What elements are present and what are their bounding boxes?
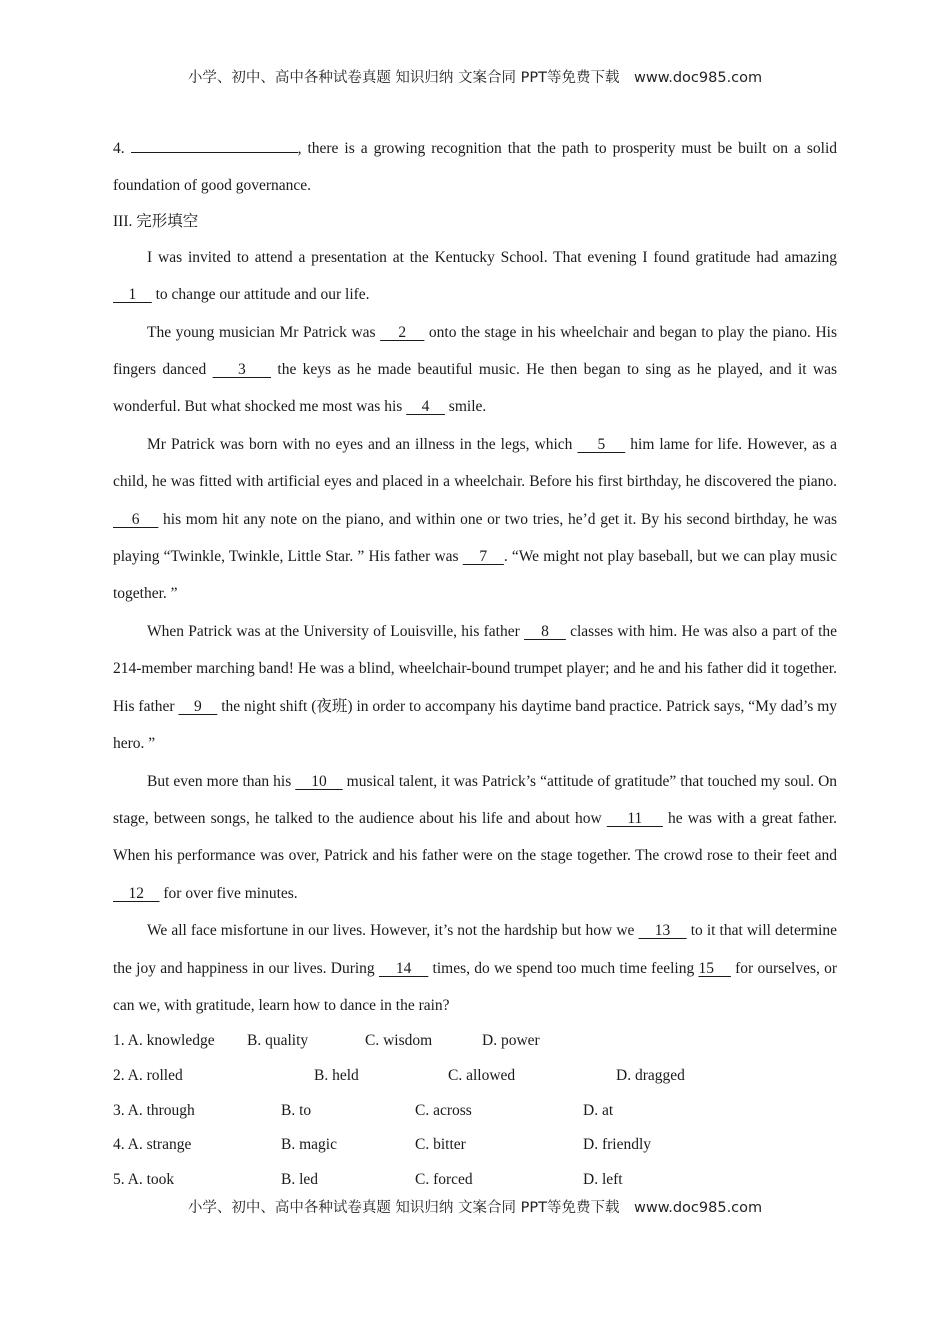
option-d: D. friendly	[583, 1136, 652, 1154]
option-c: C. bitter	[415, 1136, 466, 1154]
blank-6: 6	[113, 510, 159, 528]
blank-14: 14	[378, 959, 429, 977]
blank-7: 7	[462, 548, 504, 566]
blank-13: 13	[638, 922, 687, 940]
passage-text: to change our attitude and our life.	[151, 286, 370, 304]
section-title: III. 完形填空	[113, 212, 199, 230]
option-a: 2. A. rolled	[113, 1067, 183, 1085]
passage-text: him lame for life. However, as a child, he was fitted with artificial eyes and placed in a wheelchair. Before his first birthday, he discovered the piano.	[113, 435, 837, 491]
option-b: B. magic	[281, 1136, 337, 1154]
option-c: C. allowed	[448, 1067, 516, 1085]
option-d: D. at	[583, 1101, 614, 1119]
blank-11: 11	[606, 809, 663, 827]
option-c: C. forced	[415, 1171, 473, 1189]
option-a: 5. A. took	[113, 1171, 175, 1189]
option-d: D. dragged	[616, 1067, 685, 1085]
answer-blank	[131, 138, 298, 153]
page-footer: 小学、初中、高中各种试卷真题 知识归纳 文案合同 PPT等免费下载 www.doc985.com	[187, 1200, 763, 1216]
passage-text: The young musician Mr Patrick was	[147, 323, 381, 341]
option-a: 1. A. knowledge	[113, 1032, 215, 1050]
passage-text: the night shift (夜班) in order to accompany his daytime band practice. Patrick says, “My dad’s my hero. ”	[113, 697, 838, 753]
option-b: B. led	[281, 1171, 319, 1189]
option-d: D. left	[583, 1171, 623, 1189]
option-row-5	[113, 1163, 837, 1198]
blank-8: 8	[524, 622, 566, 640]
blank-2: 2	[380, 323, 425, 341]
passage-text: Mr Patrick was born with no eyes and an illness in the legs, which	[147, 435, 578, 453]
option-row-2	[113, 1059, 837, 1094]
option-c: C. wisdom	[365, 1032, 433, 1050]
passage-text: the keys as he made beautiful music. He then began to sing as he played, and it was wonderful. But what shocked me most was his	[113, 361, 838, 416]
option-b: B. held	[314, 1067, 359, 1085]
blank-5: 5	[577, 435, 626, 453]
passage-text: classes with him. He was also a part of the 214-member marching band! He was a blind, wheelchair-bound trumpet player; and he and his father did it together. His father	[113, 622, 838, 715]
option-c: C. across	[415, 1101, 472, 1119]
passage-text: We all face misfortune in our lives. However, it’s not the hardship but how we	[147, 922, 639, 940]
blank-9: 9	[178, 697, 218, 715]
passage-paragraph-5	[113, 763, 837, 913]
passage-text: . “We might not play baseball, but we can play music together. ”	[113, 548, 838, 603]
option-row-4	[113, 1128, 837, 1163]
page-header: 小学、初中、高中各种试卷真题 知识归纳 文案合同 PPT等免费下载 www.doc985.com	[187, 70, 763, 86]
passage-text: I was invited to attend a presentation at the Kentucky School. That evening I found gratitude had amazing	[147, 248, 837, 266]
question-4-number: 4.	[113, 140, 131, 157]
passage-text: musical talent, it was Patrick’s “attitude of gratitude” that touched my soul. On stage, between songs, he talked to the audience about his life and about how	[113, 772, 838, 827]
question-4	[113, 130, 837, 205]
passage-paragraph-6	[113, 912, 837, 1024]
blank-3: 3	[212, 361, 272, 379]
blank-10: 10	[295, 772, 343, 790]
option-row-3	[113, 1094, 837, 1129]
passage-paragraph-1	[113, 239, 837, 314]
passage-text: smile.	[444, 398, 487, 416]
document-body	[113, 130, 837, 1198]
blank-4: 4	[406, 398, 445, 416]
passage-text: onto the stage in his wheelchair and began to play the piano. His fingers danced	[113, 323, 838, 379]
option-d: D. power	[482, 1032, 540, 1050]
passage-text: times, do we spend too much time feeling	[428, 959, 699, 977]
passage-paragraph-4	[113, 613, 837, 763]
option-row-1	[113, 1024, 837, 1059]
blank-15: 15	[698, 959, 731, 977]
passage-text: for over five minutes.	[159, 884, 298, 902]
answer-options	[113, 1024, 837, 1197]
passage-text: he was with a great father. When his performance was over, Patrick and his father were on the stage together. The crowd rose to their feet and	[113, 809, 837, 865]
passage-paragraph-3	[113, 426, 837, 613]
passage-text: When Patrick was at the University of Louisville, his father	[147, 622, 525, 640]
blank-12: 12	[113, 884, 160, 902]
option-b: B. to	[281, 1101, 312, 1119]
passage-text: for ourselves, or can we, with gratitude, learn how to dance in the rain?	[113, 959, 838, 1014]
option-a: 4. A. strange	[113, 1136, 192, 1154]
passage-text: to it that will determine the joy and happiness in our lives. During	[113, 922, 838, 977]
option-a: 3. A. through	[113, 1101, 195, 1119]
passage-text: his mom hit any note on the piano, and within one or two tries, he’d get it. By his second birthday, he was playing “Twinkle, Twinkle, Little Star. ” His father was	[113, 510, 837, 566]
blank-1: 1	[113, 286, 152, 304]
passage-paragraph-2	[113, 314, 837, 426]
passage-text: But even more than his	[147, 772, 296, 790]
option-b: B. quality	[247, 1032, 309, 1050]
question-4-text: , there is a growing recognition that the path to prosperity must be built on a solid foundation of good governance.	[113, 140, 838, 195]
